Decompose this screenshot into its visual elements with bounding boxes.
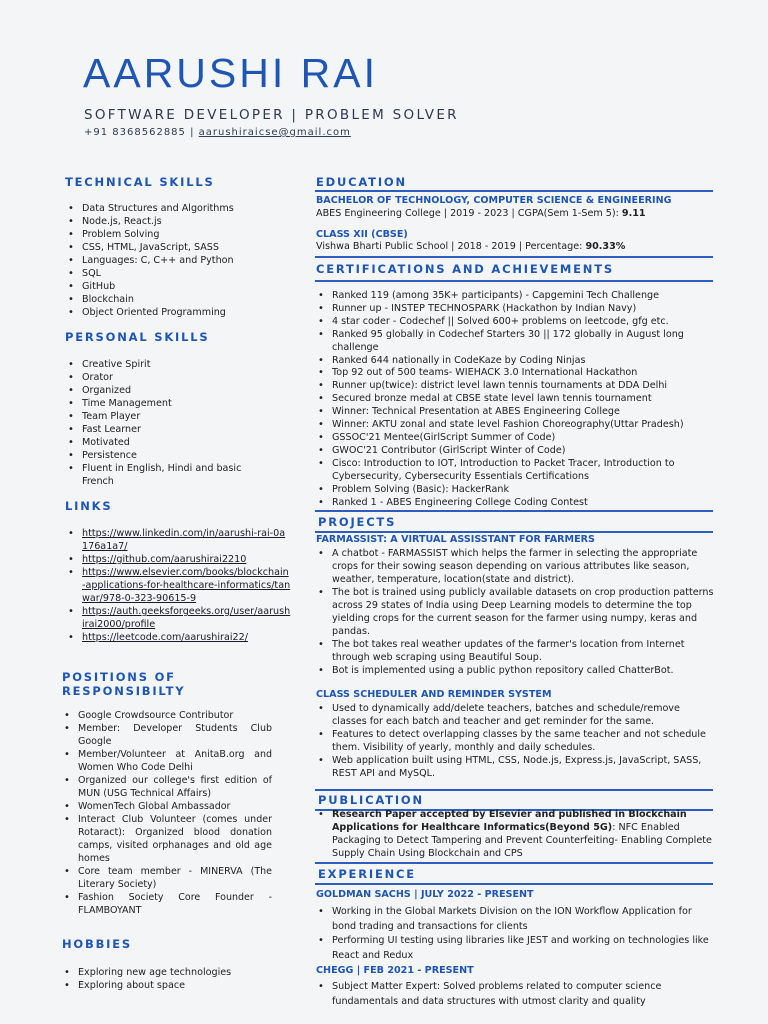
publication-item <box>316 808 716 860</box>
personal-skills-heading: PERSONAL SKILLS <box>65 330 210 344</box>
links-heading: LINKS <box>65 499 113 513</box>
positions-list <box>62 709 272 917</box>
email-link[interactable]: aarushiraicse@gmail.com <box>198 127 351 138</box>
contact-line <box>84 127 351 138</box>
project-scheduler-list <box>316 702 716 780</box>
link-item <box>66 553 291 566</box>
list-item: • Working in the Global Markets Division on the ION Workflow Application for bond trading and transactions for clients <box>316 905 716 934</box>
list-item: • Orator <box>66 371 246 384</box>
list-item: • SQL <box>66 267 291 280</box>
external-link[interactable]: https://leetcode.com/aarushirai22/ <box>82 632 248 643</box>
list-item: • Exploring new age technologies <box>62 966 287 979</box>
list-item: • Languages: C, C++ and Python <box>66 254 291 267</box>
link-item <box>66 566 291 605</box>
list-item: • Member: Developer Students Club Google <box>62 722 272 748</box>
project-farmassist-list <box>316 547 716 677</box>
list-item: • Persistence <box>66 449 246 462</box>
job-chegg-list <box>316 980 716 1009</box>
list-item: • Problem Solving (Basic): HackerRank <box>316 484 716 497</box>
hobbies-list <box>62 966 287 992</box>
section-divider <box>315 510 713 512</box>
external-link[interactable]: https://github.com/aarushirai2210 <box>82 554 247 565</box>
hobbies-heading: HOBBIES <box>62 937 132 951</box>
list-item: • Performing UI testing using libraries like JEST and working on technologies like React and Redux <box>316 934 716 963</box>
list-item: • Winner: Technical Presentation at ABES Engineering College <box>316 406 716 419</box>
project-scheduler-title: CLASS SCHEDULER AND REMINDER SYSTEM <box>316 689 552 700</box>
list-item: • CSS, HTML, JavaScript, SASS <box>66 241 291 254</box>
list-item: • Bot is implemented using a public python repository called ChatterBot. <box>316 664 716 677</box>
cgpa-value: 9.11 <box>621 208 646 219</box>
list-item: • Organized <box>66 384 246 397</box>
positions-heading-line2: RESPONSIBILTY <box>62 684 186 698</box>
list-item: • Ranked 95 globally in Codechef Starters 30 || 172 globally in August long challenge <box>316 329 716 355</box>
list-item: • Fashion Society Core Founder - FLAMBOYANT <box>62 891 272 917</box>
list-item: • Organized our college's first edition of MUN (USG Technical Affairs) <box>62 774 272 800</box>
positions-heading-line1: POSITIONS OF <box>62 670 176 684</box>
list-item: • GitHub <box>66 280 291 293</box>
education-heading: EDUCATION <box>316 175 407 189</box>
publication-detail: : NFC Enabled Packaging to Detect Tampering and Prevent Counterfeiting- Enabling Complete Supply Chain Using Blockchain and CPS <box>332 822 712 859</box>
external-link[interactable]: https://auth.geeksforgeeks.org/user/aarushirai2000/profile <box>82 606 291 630</box>
list-item: • Data Structures and Algorithms <box>66 202 291 215</box>
btech-detail-text: ABES Engineering College | 2019 - 2023 | CGPA(Sem 1-Sem 5): <box>316 208 622 219</box>
certifications-list <box>316 290 716 509</box>
list-item: • Node.js, React.js <box>66 215 291 228</box>
list-item: • Runner up(twice): district level lawn tennis tournaments at DDA Delhi <box>316 380 716 393</box>
job-title: SOFTWARE DEVELOPER | PROBLEM SOLVER <box>84 107 459 123</box>
list-item: • 4 star coder - Codechef || Solved 600+ problems on leetcode, gfg etc. <box>316 316 716 329</box>
list-item: • Fluent in English, Hindi and basic French <box>66 462 246 488</box>
list-item: • Ranked 119 (among 35K+ participants) - Capgemini Tech Challenge <box>316 290 716 303</box>
job-goldman-title: GOLDMAN SACHS | JULY 2022 - PRESENT <box>316 889 534 900</box>
list-item: • Ranked 1 - ABES Engineering College Coding Contest <box>316 497 716 510</box>
list-item: • Top 92 out of 500 teams- WIEHACK 3.0 International Hackathon <box>316 367 716 380</box>
links-list <box>66 527 291 644</box>
list-item: • Features to detect overlapping classes by the same teacher and not schedule them. Visibility of yearly, monthly and daily schedules. <box>316 728 716 754</box>
degree-class12-detail <box>316 241 625 252</box>
list-item: • Google Crowdsource Contributor <box>62 709 272 722</box>
list-item: • Team Player <box>66 410 246 423</box>
phone-number: +91 8368562885 | <box>84 127 199 138</box>
list-item: • Blockchain <box>66 293 291 306</box>
certifications-heading: CERTIFICATIONS AND ACHIEVEMENTS <box>316 262 614 276</box>
section-divider <box>315 862 713 864</box>
job-goldman-list <box>316 905 716 963</box>
link-item <box>66 631 291 644</box>
list-item: • Motivated <box>66 436 246 449</box>
section-divider <box>315 256 713 258</box>
job-chegg-title: CHEGG | FEB 2021 - PRESENT <box>316 965 474 976</box>
list-item: • Secured bronze medal at CBSE state level lawn tennis tournament <box>316 393 716 406</box>
section-divider <box>315 883 713 885</box>
section-divider <box>315 190 713 192</box>
technical-skills-list <box>66 202 291 319</box>
positions-heading <box>62 670 185 698</box>
list-item: • Web application built using HTML, CSS, Node.js, Express.js, JavaScript, SASS, REST API and MySQL. <box>316 754 716 780</box>
section-divider <box>315 280 713 282</box>
class12-detail-text: Vishwa Bharti Public School | 2018 - 2019 | Percentage: <box>316 241 586 252</box>
list-item: • Ranked 644 nationally in CodeKaze by Coding Ninjas <box>316 355 716 368</box>
list-item: • Runner up - INSTEP TECHNOSPARK (Hackathon by Indian Navy) <box>316 303 716 316</box>
link-item <box>66 527 291 553</box>
personal-skills-list <box>66 358 246 488</box>
list-item: • GWOC'21 Contributor (GirlScript Winter of Code) <box>316 445 716 458</box>
list-item: • The bot takes real weather updates of the farmer's location from Internet through web scraping using Beautiful Soup. <box>316 638 716 664</box>
section-divider <box>315 789 713 791</box>
degree-btech-detail <box>316 208 646 219</box>
list-item: • Interact Club Volunteer (comes under Rotaract): Organized blood donation camps, visited orphanages and old age homes <box>62 813 272 865</box>
projects-heading: PROJECTS <box>318 515 397 529</box>
experience-heading: EXPERIENCE <box>318 867 416 881</box>
list-item: • Object Oriented Programming <box>66 306 291 319</box>
publication-heading: PUBLICATION <box>318 793 424 807</box>
publication-list <box>316 808 716 860</box>
list-item: • WomenTech Global Ambassador <box>62 800 272 813</box>
list-item: • Winner: AKTU zonal and state level Fashion Choreography(Uttar Pradesh) <box>316 419 716 432</box>
section-divider <box>315 531 713 533</box>
list-item: • Subject Matter Expert: Solved problems related to computer science fundamentals and data structures with utmost clarity and quality <box>316 980 716 1009</box>
degree-btech: BACHELOR OF TECHNOLOGY, COMPUTER SCIENCE & ENGINEERING <box>316 195 672 206</box>
external-link[interactable]: https://www.linkedin.com/in/aarushi-rai-0a176a1a7/ <box>82 528 286 552</box>
list-item: • Used to dynamically add/delete teachers, batches and schedule/remove classes for each batch and teacher and get reminder for the same. <box>316 702 716 728</box>
external-link[interactable]: https://www.elsevier.com/books/blockchain-applications-for-healthcare-informatics/tanwar/978-0-323-90615-9 <box>82 567 291 604</box>
list-item: • A chatbot - FARMASSIST which helps the farmer in selecting the appropriate crops for their sowing season depending on various attributes like season, weather, temperature, location(state and district). <box>316 547 716 586</box>
list-item: • Cisco: Introduction to IOT, Introduction to Packet Tracer, Introduction to Cybersecurity, Cybersecurity Essentials Certifications <box>316 458 716 484</box>
list-item: • GSSOC'21 Mentee(GirlScript Summer of Code) <box>316 432 716 445</box>
link-item <box>66 605 291 631</box>
list-item: • Exploring about space <box>62 979 287 992</box>
list-item: • Core team member - MINERVA (The Literary Society) <box>62 865 272 891</box>
percentage-value: 90.33% <box>585 241 626 252</box>
degree-class12: CLASS XII (CBSE) <box>316 229 408 240</box>
name-heading: AARUSHI RAI <box>83 50 378 96</box>
list-item: • Creative Spirit <box>66 358 246 371</box>
list-item: • Problem Solving <box>66 228 291 241</box>
list-item: • Time Management <box>66 397 246 410</box>
publication-title: Research Paper accepted by Elsevier and published in Blockchain Applications for Healthcare Informatics(Beyond 5G) <box>332 809 687 833</box>
project-farmassist-title: FARMASSIST: A VIRTUAL ASSISSTANT FOR FARMERS <box>316 534 595 545</box>
list-item: • Member/Volunteer at AnitaB.org and Women Who Code Delhi <box>62 748 272 774</box>
list-item: • Fast Learner <box>66 423 246 436</box>
list-item: • The bot is trained using publicly available datasets on crop production patterns across 29 states of India using Deep Learning models to determine the top yielding crops for the current season for the farmer using numpy, keras and pandas. <box>316 586 716 638</box>
technical-skills-heading: TECHNICAL SKILLS <box>65 175 215 189</box>
